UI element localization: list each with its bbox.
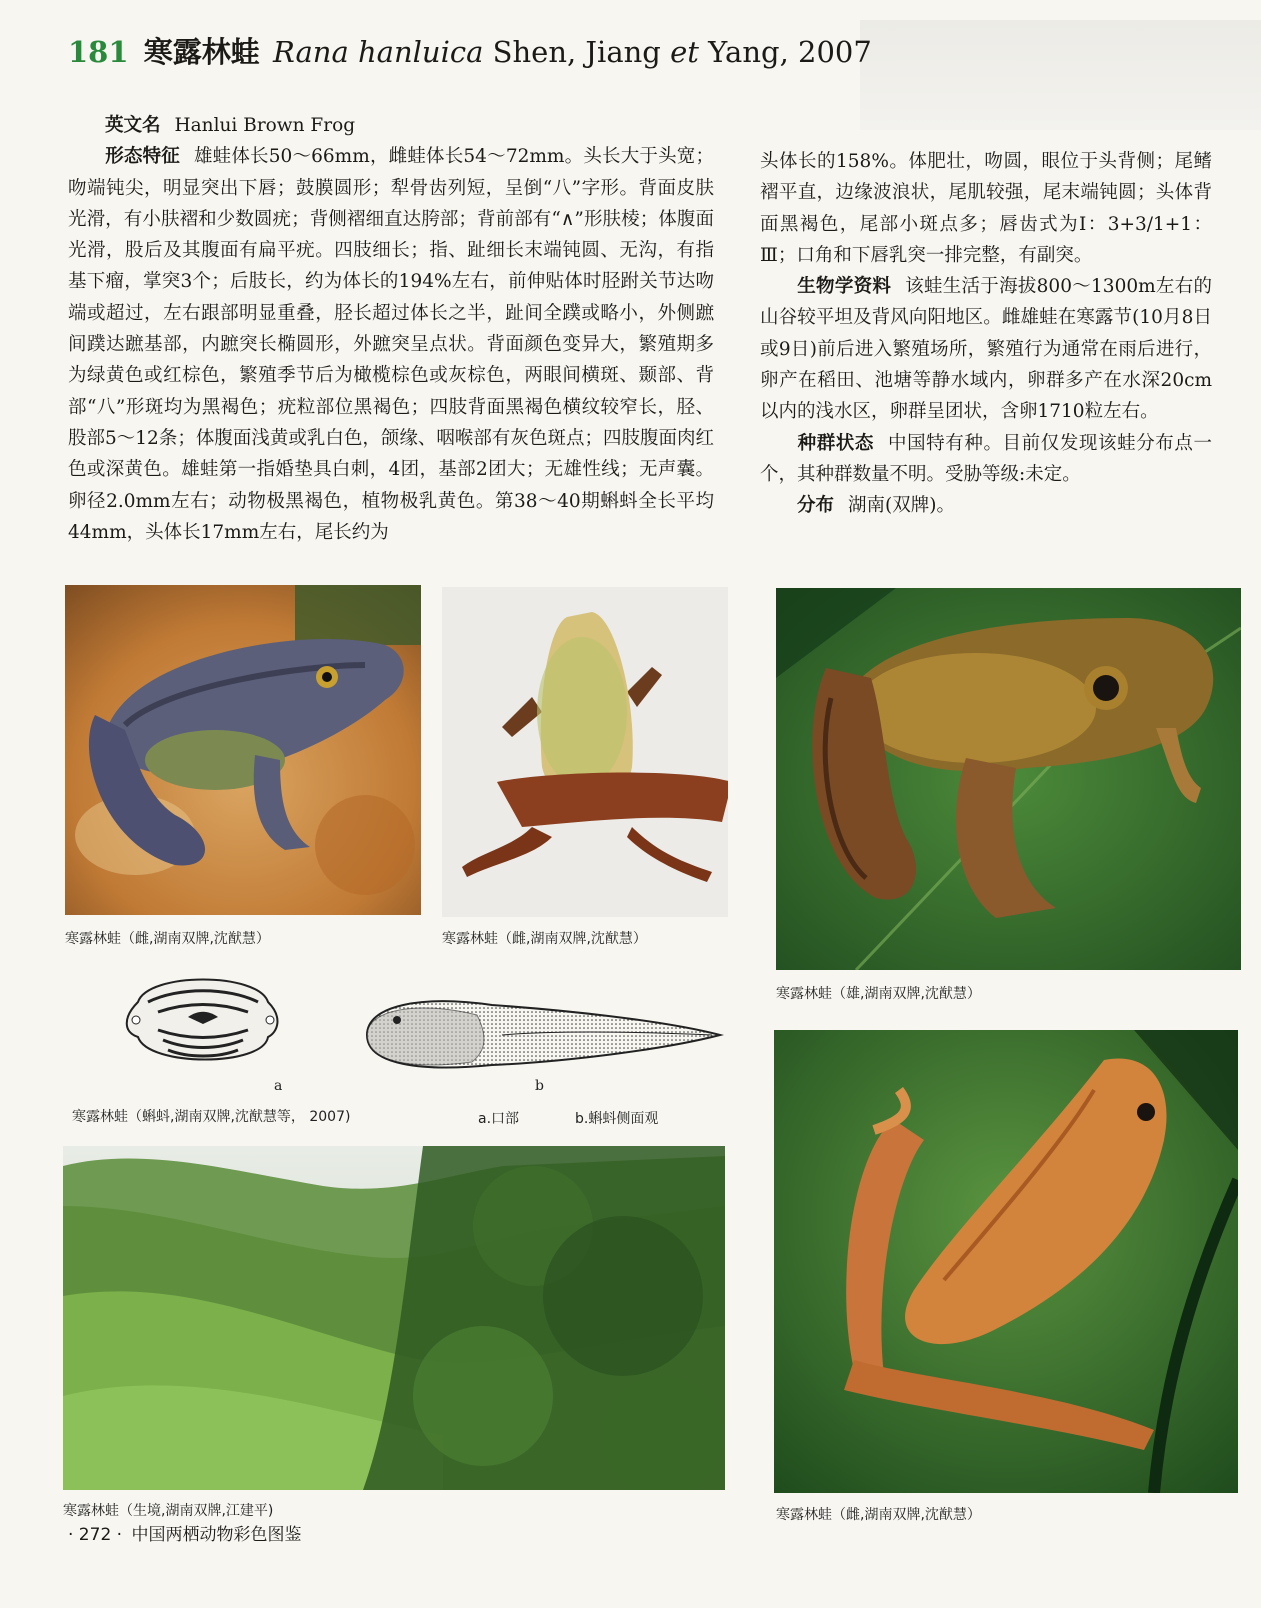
distribution-label: 分布 (797, 495, 835, 517)
authority-2: Yang, 2007 (708, 35, 872, 69)
page-footer (68, 1520, 301, 1545)
photo-female-frog-ventral-view (442, 587, 728, 917)
english-name-value: Hanlui Brown Frog (174, 115, 356, 136)
biology-text: 该蛙生活于海拔800～1300m左右的山谷较平坦及背风向阳地区。雌雄蛙在寒露节(10月8日或9日)前后进入繁殖场所，繁殖行为通常在雨后进行，卵产在稻田、池塘等静水域内，卵群多产在水深20cm以内的浅水区，卵群呈团状，含卵1710粒左右。 (760, 276, 1212, 423)
photo-male-frog-on-leaf (776, 588, 1241, 970)
biology-paragraph (760, 271, 1212, 427)
left-text-column (68, 110, 714, 548)
photo-habitat-hillside (63, 1146, 725, 1490)
distribution-text: 湖南(双牌)。 (848, 495, 955, 517)
caption-photo-2: 寒露林蛙（雌,湖南双牌,沈猷慧） (442, 931, 647, 947)
caption-photo-3: 寒露林蛙（雄,湖南双牌,沈猷慧） (776, 986, 981, 1002)
morphology-text: 雄蛙体长50～66mm，雌蛙体长54～72mm。头长大于头宽；吻端钝尖，明显突出下唇；鼓膜圆形；犁骨齿列短，呈倒“八”字形。背面皮肤光滑，有小肤褶和少数圆疣；背侧褶细直达胯部；背前部有“∧”形肤棱；体腹面光滑，股后及其腹面有扁平疣。四肢细长；指、趾细长末端钝圆、无沟，有指基下瘤，掌突3个；后肢长，约为体长的194%左右，前伸贴体时胫跗关节达吻端或超过，左右跟部明显重叠，胫长超过体长之半，趾间全蹼或略小，外侧蹠间蹼达蹠基部，内蹠突长椭圆形，外蹠突呈点状。背面颜色变异大，繁殖期多为绿黄色或红棕色，繁殖季节后为橄榄棕色或灰棕色，两眼间横斑、颞部、背部“八”形斑均为黑褐色；疣粒部位黑褐色；四肢背面黑褐色横纹较窄长，胫、股部5～12条；体腹面浅黄或乳白色，颌缘、咽喉部有灰色斑点；四肢腹面肉红色或深黄色。雄蛙第一指婚垫具白刺，4团，基部2团大；无雄性线；无声囊。卵径2.0mm左右；动物极黑褐色，植物极乳黄色。第38～40期蝌蚪全长平均44mm，头体长17mm左右，尾长约为 (68, 146, 714, 543)
bleed-through-area (860, 20, 1261, 130)
tadpole-lateral-drawing (362, 990, 724, 1080)
english-name-line (68, 110, 714, 141)
legend-a-mouth: a.口部 (478, 1111, 520, 1127)
species-title (68, 30, 872, 71)
authority-et: et (670, 35, 699, 69)
legend-b-lateral: b.蝌蚪侧面观 (575, 1111, 659, 1127)
photo-female-frog-on-rock (65, 585, 421, 915)
species-number: 181 (68, 35, 129, 69)
caption-habitat: 寒露林蛙（生境,湖南双牌,江建平) (63, 1503, 274, 1519)
caption-tadpole: 寒露林蛙（蝌蚪,湖南双牌,沈猷慧等， 2007) (72, 1109, 351, 1125)
page-number: · 272 · (68, 1525, 123, 1545)
distribution-paragraph (760, 490, 1212, 521)
book-title: 中国两栖动物彩色图鉴 (131, 1525, 302, 1545)
tadpole-label-a: a (274, 1078, 283, 1094)
morphology-paragraph (68, 141, 714, 548)
status-label: 种群状态 (797, 432, 874, 454)
chinese-name: 寒露林蛙 (143, 35, 260, 69)
authority-1: Shen, Jiang (492, 35, 661, 69)
caption-photo-1: 寒露林蛙（雌,湖南双牌,沈猷慧） (65, 931, 270, 947)
biology-label: 生物学资料 (797, 276, 892, 298)
tadpole-label-b: b (535, 1078, 544, 1094)
morphology-label: 形态特征 (105, 146, 180, 168)
tadpole-mouth-drawing (118, 962, 288, 1082)
scientific-name: Rana hanluica (273, 35, 484, 69)
photo-female-frog-on-leaf (774, 1030, 1238, 1493)
right-text-column (760, 146, 1212, 522)
morphology-continued: 头体长的158%。体肥壮，吻圆，眼位于头背侧；尾鳍褶平直，边缘波浪状，尾肌较强，尾末端钝圆；头体背面黑褐色，尾部小斑点多；唇齿式为Ⅰ：3+3/1+1：Ⅲ；口角和下唇乳突一排完整，有副突。 (760, 151, 1212, 266)
english-name-label: 英文名 (105, 115, 161, 136)
status-text: 中国特有种。目前仅发现该蛙分布点一个，其种群数量不明。受胁等级:未定。 (760, 432, 1212, 485)
caption-photo-5: 寒露林蛙（雌,湖南双牌,沈猷慧） (776, 1507, 981, 1523)
status-paragraph (760, 428, 1212, 491)
